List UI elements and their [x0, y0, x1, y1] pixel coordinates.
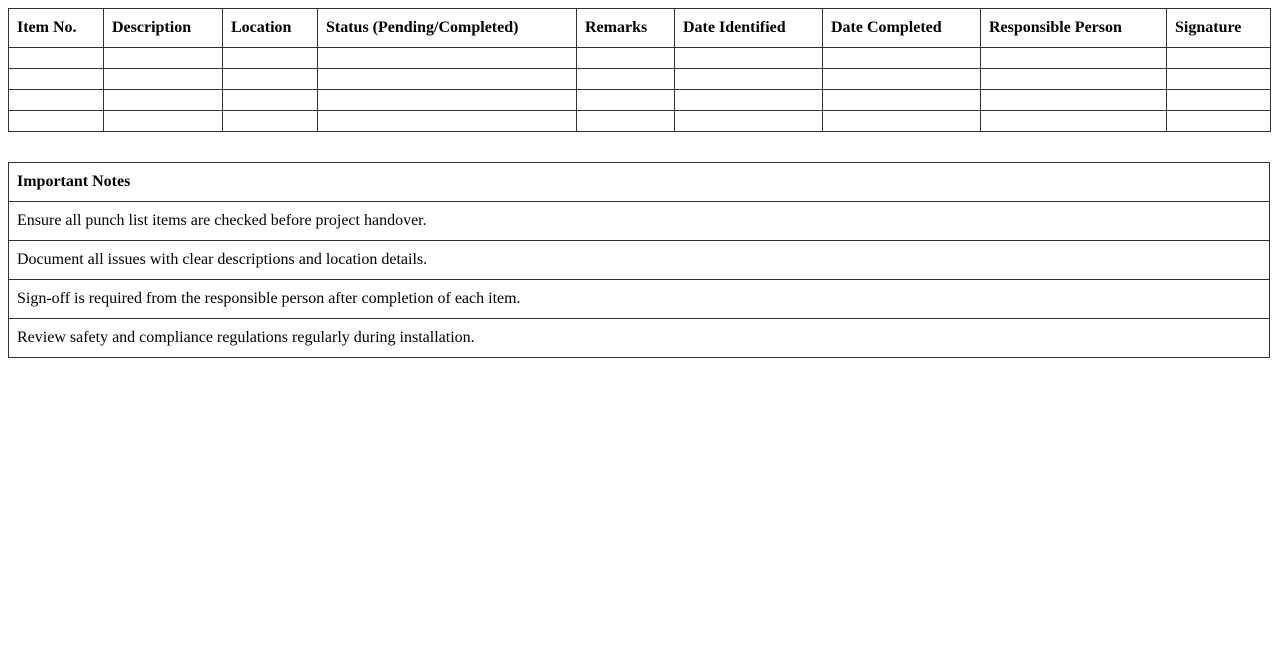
table-row	[9, 48, 1271, 69]
cell-status[interactable]	[318, 111, 577, 132]
cell-date-completed[interactable]	[823, 69, 981, 90]
cell-status[interactable]	[318, 48, 577, 69]
note-item: Document all issues with clear descriptions and location details.	[9, 241, 1270, 280]
column-header-remarks: Remarks	[577, 9, 675, 48]
note-item: Ensure all punch list items are checked before project handover.	[9, 202, 1270, 241]
column-header-date-identified: Date Identified	[675, 9, 823, 48]
note-row	[9, 241, 1270, 280]
cell-date-completed[interactable]	[823, 90, 981, 111]
document-page	[8, 8, 1270, 358]
cell-description[interactable]	[104, 48, 223, 69]
cell-remarks[interactable]	[577, 69, 675, 90]
table-header-row	[9, 9, 1271, 48]
column-header-description: Description	[104, 9, 223, 48]
punch-list-table	[8, 8, 1271, 132]
notes-header-row	[9, 163, 1270, 202]
important-notes-table	[8, 162, 1270, 358]
cell-responsible-person[interactable]	[981, 111, 1167, 132]
column-header-date-completed: Date Completed	[823, 9, 981, 48]
cell-item-no[interactable]	[9, 111, 104, 132]
cell-responsible-person[interactable]	[981, 90, 1167, 111]
note-item: Review safety and compliance regulations regularly during installation.	[9, 319, 1270, 358]
note-row	[9, 280, 1270, 319]
cell-remarks[interactable]	[577, 111, 675, 132]
note-row	[9, 202, 1270, 241]
cell-responsible-person[interactable]	[981, 69, 1167, 90]
cell-location[interactable]	[223, 48, 318, 69]
cell-status[interactable]	[318, 90, 577, 111]
note-row	[9, 319, 1270, 358]
cell-description[interactable]	[104, 111, 223, 132]
cell-remarks[interactable]	[577, 48, 675, 69]
note-item: Sign-off is required from the responsible person after completion of each item.	[9, 280, 1270, 319]
cell-date-identified[interactable]	[675, 48, 823, 69]
cell-responsible-person[interactable]	[981, 48, 1167, 69]
cell-signature[interactable]	[1167, 69, 1271, 90]
cell-signature[interactable]	[1167, 90, 1271, 111]
cell-item-no[interactable]	[9, 69, 104, 90]
cell-date-completed[interactable]	[823, 48, 981, 69]
cell-signature[interactable]	[1167, 111, 1271, 132]
column-header-location: Location	[223, 9, 318, 48]
table-row	[9, 69, 1271, 90]
cell-signature[interactable]	[1167, 48, 1271, 69]
cell-date-identified[interactable]	[675, 90, 823, 111]
cell-location[interactable]	[223, 90, 318, 111]
column-header-item-no: Item No.	[9, 9, 104, 48]
column-header-status: Status (Pending/Completed)	[318, 9, 577, 48]
cell-description[interactable]	[104, 90, 223, 111]
table-row	[9, 90, 1271, 111]
cell-location[interactable]	[223, 111, 318, 132]
table-row	[9, 111, 1271, 132]
cell-status[interactable]	[318, 69, 577, 90]
cell-item-no[interactable]	[9, 48, 104, 69]
column-header-signature: Signature	[1167, 9, 1271, 48]
cell-remarks[interactable]	[577, 90, 675, 111]
cell-date-completed[interactable]	[823, 111, 981, 132]
column-header-responsible-person: Responsible Person	[981, 9, 1167, 48]
cell-date-identified[interactable]	[675, 111, 823, 132]
cell-date-identified[interactable]	[675, 69, 823, 90]
cell-description[interactable]	[104, 69, 223, 90]
notes-title: Important Notes	[9, 163, 1270, 202]
cell-item-no[interactable]	[9, 90, 104, 111]
cell-location[interactable]	[223, 69, 318, 90]
